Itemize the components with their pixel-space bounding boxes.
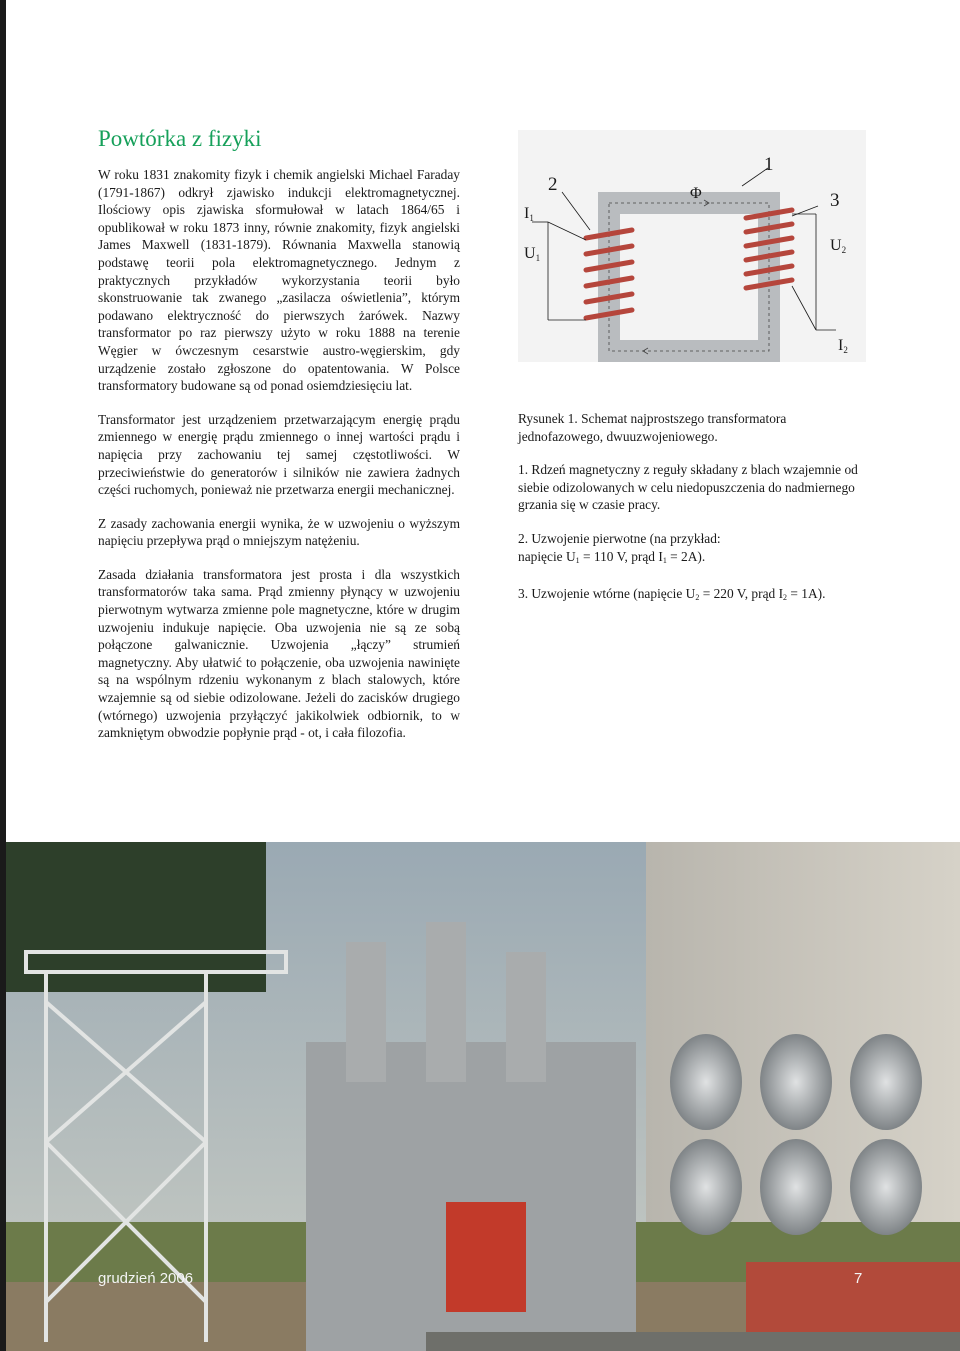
photo-warning-sign: [446, 1202, 526, 1312]
label-phi: Φ: [690, 185, 702, 202]
photo-foundation: [426, 1332, 960, 1351]
photo-bushing-3: [506, 952, 546, 1082]
paragraph-definition: Transformator jest urządzeniem przetwarzającym energię prądu zmiennego w energię prądu zmiennego o innej wartości prądu i napięcia przy zachowaniu tej samej częstotliwości. W przeciwieństwie do generatorów i silników nie zawiera żadnych części ruchomych, ponieważ nie przetwarza energii mechanicznej.: [98, 411, 460, 498]
photo-bushing-2: [426, 922, 466, 1082]
photo-bushing-1: [346, 942, 386, 1082]
diagram-background: [518, 130, 866, 362]
paragraph-history: W roku 1831 znakomity fizyk i chemik angielski Michael Faraday (1791-1867) odkrył zjawisko indukcji elektromagnetycznej. Ilościowy opis zjawiska sformułował w latach 1864/65 i opublikował w roku 1873 inny, równie znakomity, fizyk angielski James Maxwell (1831-1879). Równania Maxwella stanowią podstawę teorii pola elektromagnetycznego. Jednym z praktycznych przykładów wykorzystania teorii było skonstruowanie tak zwanego „zasilacza oświetlenia”, którym podawano elektryczność do pierwszych żarówek. Nazwy transformator po raz pierwszy użyto w roku 1888 na terenie Węgier w ówczesnym cesarstwie austro-węgierskim, gdy urządzenie zostało zgłoszone do opatentowania. W Polsce transformatory budowane są od ponad osiemdziesięciu lat.: [98, 167, 460, 394]
main-text-column: [98, 166, 460, 758]
paragraph-energy: Z zasady zachowania energii wynika, że w uzwojeniu o wyższym napięciu przepływa prąd o mniejszym natężeniu.: [98, 515, 460, 549]
label-u1: U1: [524, 245, 541, 263]
photo-trees: [6, 842, 266, 992]
label-u2: U2: [830, 237, 847, 255]
transformer-diagram: [518, 130, 866, 362]
label-1: 1: [764, 154, 774, 175]
label-i2: I2: [838, 337, 848, 355]
paragraph-principle: Zasada działania transformatora jest prosta i dla wszystkich transformatorów taka sama. Prąd zmienny płynący w uzwojeniu pierwotnym wytwarza zmienne pole magnetyczne, które w drugim uzwojeniu indukuje napięcie. Oba uzwojenia nie są ze sobą połączone galwanicznie. Uzwojenia „łączy” strumień magnetyczny. Aby ułatwić to połączenie, oba uzwojenia nawinięte są na wspólnym rdzeniu wykonanym z blach stalowych, które wzajemnie są od siebie odizolowane. Jeżeli do zacisków drugiego (wtórnego) uzwojenia przyłączyć jakikolwiek odbiornik, to w zamkniętym obwodzie popłynie prąd - ot, i cała filozofia.: [98, 566, 460, 741]
note-secondary: 3. Uzwojenie wtórne (napięcie $U_2 = 220$ V, prąd $I_2 = 1A$).: [518, 586, 826, 603]
label-i1: I1: [524, 205, 534, 223]
figure-caption: Rysunek 1. Schemat najprostszego transformatora jednofazowego, dwuuzwojeniowego.: [518, 411, 787, 444]
footer-date: grudzień 2006: [98, 1270, 194, 1287]
note-core: 1. Rdzeń magnetyczny z reguły składany z blach wzajemnie od siebie odizolowanych w celu niedopuszczenia do nadmiernego grzania się w czasie pracy.: [518, 462, 858, 513]
label-3: 3: [830, 190, 840, 211]
label-2: 2: [548, 174, 558, 195]
page-number: 7: [854, 1270, 863, 1287]
caption-column: [518, 410, 868, 623]
page-heading: Powtórka z fizyki: [98, 126, 262, 151]
note-primary: 2. Uzwojenie pierwotne (na przykład: napięcie $U_1 = 110$ V, prąd $I_1 = 2A$).: [518, 530, 721, 565]
